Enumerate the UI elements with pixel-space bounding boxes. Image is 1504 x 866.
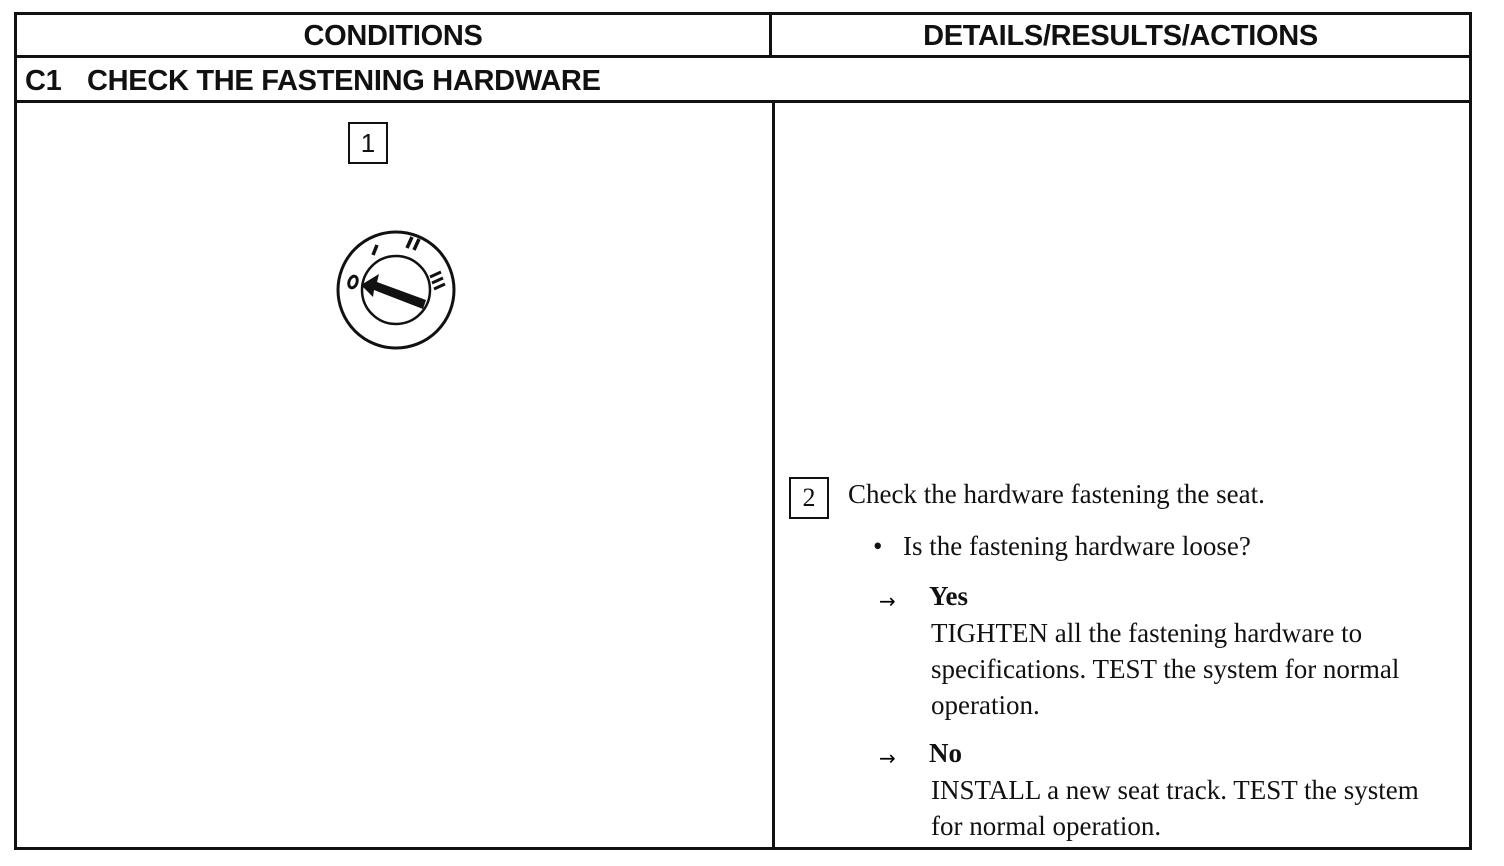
bullet-icon: • [873, 531, 883, 561]
no-action: INSTALL a new seat track. TEST the system for normal operation. [931, 775, 1419, 841]
step-1-marker: 1 [348, 122, 388, 164]
diagnostic-table [14, 12, 1472, 850]
section-code: C1 [25, 65, 62, 97]
column-header-details: DETAILS/RESULTS/ACTIONS [923, 20, 1318, 52]
no-label: No [929, 738, 962, 768]
question-text: Is the fastening hardware loose? [903, 531, 1251, 561]
arrow-right-icon: → [879, 589, 896, 613]
yes-label: Yes [929, 581, 968, 611]
column-header-conditions: CONDITIONS [17, 15, 772, 55]
step-2-instruction: Check the hardware fastening the seat. [848, 479, 1265, 509]
arrow-right-icon: → [879, 746, 896, 770]
step-2-marker: 2 [789, 477, 829, 519]
header-divider [17, 55, 1469, 58]
section-heading: CHECK THE FASTENING HARDWARE [87, 65, 601, 97]
column-divider [772, 103, 775, 847]
section-title [25, 61, 601, 101]
section-divider [17, 100, 1469, 103]
yes-action: TIGHTEN all the fastening hardware to specifications. TEST the system for normal operation. [931, 618, 1400, 720]
question-item [873, 531, 1251, 562]
ignition-switch-icon [333, 225, 459, 355]
